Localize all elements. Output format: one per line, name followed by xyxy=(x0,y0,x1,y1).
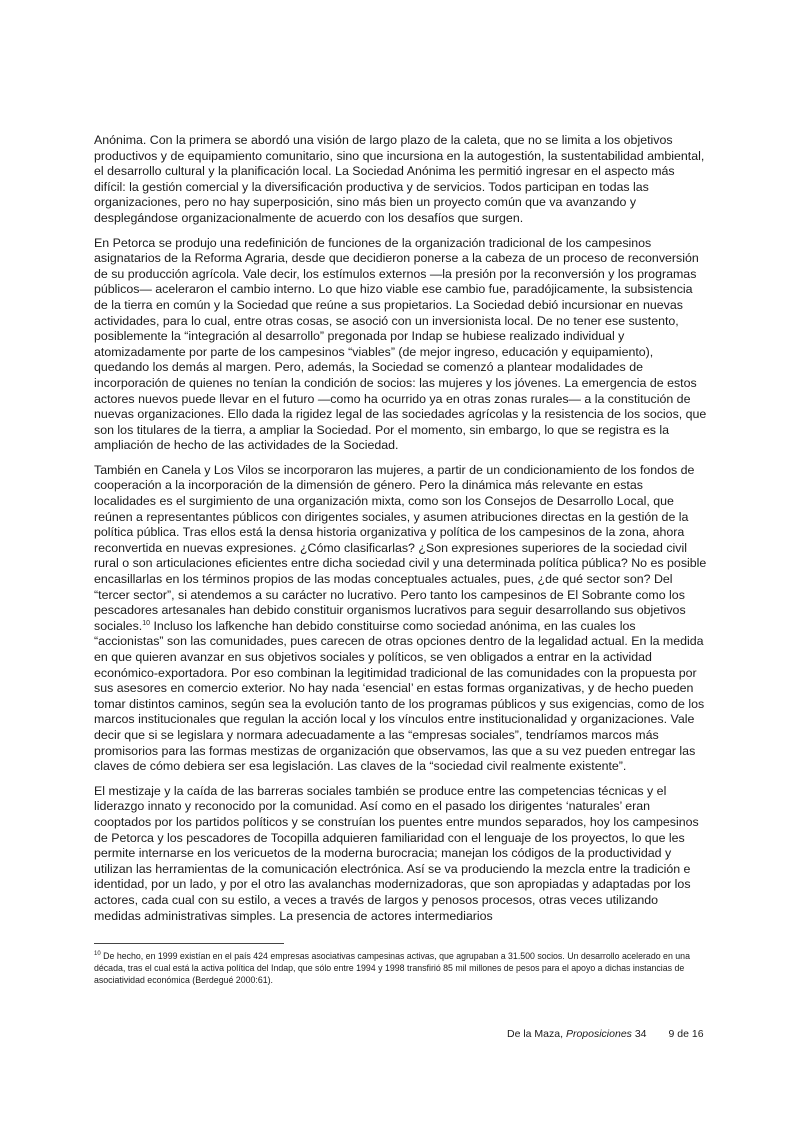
footer-author: De la Maza, xyxy=(507,1028,566,1040)
footnote-text: De hecho, en 1999 existían en el país 424 empresas asociativas campesinas activas, que agrupaban a 31.500 socios. Un desarrollo acelerado en una década, tras el cual está la activa política del Indap, que sólo entre 1994 y 1998 transfirió 85 mil millones de pesos para el apoyo a dichas instancias de asociatividad económica (Berdegué 2000:61). xyxy=(94,951,690,986)
paragraph-3-text-b: Incluso los lafkenche han debido constituirse como sociedad anónima, en las cuales los “accionistas” son las comunidades, pues carecen de otras opciones dentro de la legalidad actual. En la medida en que quieren avanzar en sus objetivos sociales y políticos, se ven obligados a entrar en la actividad económico-exportadora. Por eso combinan la legitimidad tradicional de las comunidades con la propuesta por sus asesores en comercio exterior. No hay nada ‘esencial’ en estas formas organizativas, y de hecho pueden tomar distintos caminos, según sea la evolución tanto de los programas públicos y sus exigencias, como de los marcos institucionales que regulan la acción local y los vínculos entre institucionalidad y organizaciones. Vale decir que si se legislara y normara adecuadamente a las “empresas sociales”, tendríamos marcos más promisorios para las formas mestizas de organización que observamos, las que a su vez pueden entregar las claves de cómo debiera ser esa legislación. Las claves de la “sociedad civil realmente existente”. xyxy=(94,618,705,774)
paragraph-4: El mestizaje y la caída de las barreras sociales también se produce entre las competencias técnicas y el liderazgo innato y reconocido por la comunidad. Así como en el pasado los dirigentes ‘naturales’ eran cooptados por los partidos políticos y se construían los puentes entre mundos separados, hoy los campesinos de Petorca y los pescadores de Tocopilla adquieren familiaridad con el lenguaje de los proyectos, lo que les permite internarse en los vericuetos de la moderna burocracia; manejan los códigos de la productividad y utilizan las herramientas de la comunicación electrónica. Así se va produciendo la mezcla entre la tradición e identidad, por un lado, y por el otro las avalanchas modernizadoras, que son apropiadas y adaptadas por los actores, cada cual con su estilo, a veces a través de largos y penosos procesos, otras veces utilizando medidas administrativas simples. La presencia de actores intermediarios xyxy=(94,783,699,923)
footer-journal: Proposiciones xyxy=(565,1028,632,1040)
footnote-separator xyxy=(94,943,284,944)
paragraph-2: En Petorca se produjo una redefinición de funciones de la organización tradicional de los campesinos asignatarios de la Reforma Agraria, desde que decidieron ponerse a la cabeza de un proceso de reconversión de su producción agrícola. Vale decir, los estímulos externos —la presión por la reconversión y los programas públicos— aceleraron el cambio interno. Lo que hizo viable ese cambio fue, paradójicamente, la subsistencia de la tierra en común y la Sociedad que reúne a sus propietarios. La Sociedad debió incursionar en nuevas actividades, para lo cual, entre otras cosas, se asoció con un inversionista local. De no tener ese sustento, posiblemente la “integración al desarrollo” pregonada por Indap se hubiese realizado individual y atomizadamente por parte de los campesinos “viables” (de mejor ingreso, educación y equipamiento), quedando los demás al margen. Pero, además, la Sociedad se comenzó a plantear modalidades de incorporación de quienes no tenían la condición de socios: las mujeres y los jóvenes. La emergencia de estos actores nuevos puede llevar en el futuro —como ha ocurrido ya en otras zonas rurales— a la constitución de nuevas organizaciones. Ello dada la rigidez legal de las sociedades agrícolas y la resistencia de los socios, que son los titulares de la tierra, a ampliar la Sociedad. Por el momento, sin embargo, lo que se registra es la ampliación de hecho de las actividades de la Sociedad. xyxy=(94,235,707,453)
footnote xyxy=(94,950,708,987)
footnote-mark: 10 xyxy=(94,951,101,958)
footer-issue: 34 xyxy=(631,1028,647,1040)
paragraph-3 xyxy=(94,463,708,775)
paragraph-3-text-a: También en Canela y Los Vilos se incorporaron las mujeres, a partir de un condicionamiento de los fondos de cooperación a la incorporación de la dimensión de género. Pero la dinámica más relevante en estas localidades es el surgimiento de una organización mixta, como son los Consejos de Desarrollo Local, que reúnen a representantes públicos con dirigentes sociales, y asumen atribuciones directas en la gestión de la política pública. Tras ellos está la densa historia organizativa y política de los campesinos de la zona, ahora reconvertida en nuevas expresiones. ¿Cómo clasificarlas? ¿Son expresiones superiores de la sociedad civil rural o son articulaciones eficientes entre dicha sociedad civil y una determinada política pública? No es posible encasillarlas en los términos propios de las modas conceptuales actuales, pues, ¿de qué sector son? Del “tercer sector”, si atendemos a su carácter no lucrativo. Pero tanto los campesinos de El Sobrante como los pescadores artesanales han debido constituir organismos lucrativos para seguir desarrollando sus objetivos sociales. xyxy=(94,462,707,633)
footnote-reference[interactable]: 10 xyxy=(142,619,151,627)
paragraph-1: Anónima. Con la primera se abordó una visión de largo plazo de la caleta, que no se limita a los objetivos productivos y de equipamiento comunitario, sino que incursiona en la autogestión, la sustentabilidad ambiental, el desarrollo cultural y la planificación local. La Sociedad Anónima les permitió ingresar en el aspecto más difícil: la gestión comercial y la diversificación productiva y de servicios. Todos participan en todas las organizaciones, pero no hay superposición, sino más bien un proyecto común que va avanzando y desplegándose organizacionalmente de acuerdo con los desafíos que surgen. xyxy=(94,133,705,225)
running-footer xyxy=(507,1028,704,1040)
body-text xyxy=(94,133,708,933)
page-number: 9 de 16 xyxy=(668,1028,704,1040)
